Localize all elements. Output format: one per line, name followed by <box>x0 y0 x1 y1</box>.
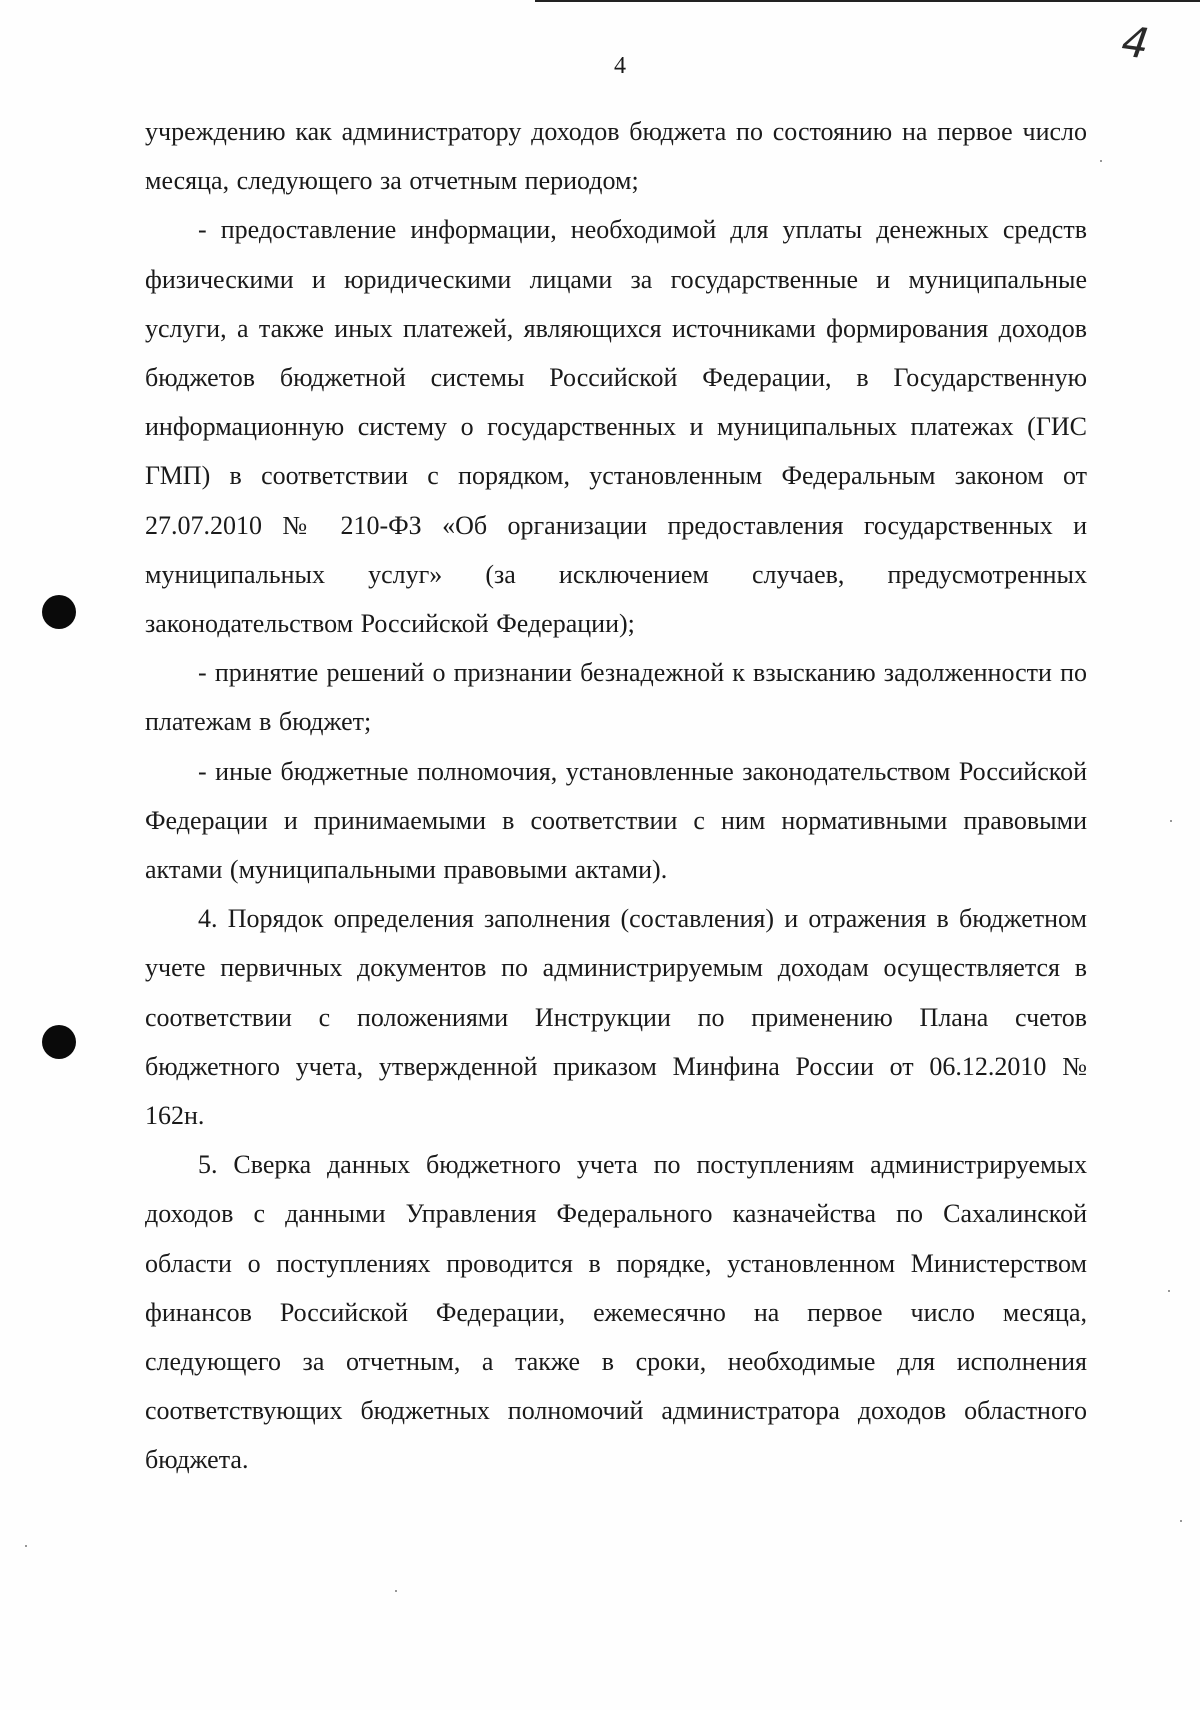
scan-speck <box>1180 1520 1182 1522</box>
scan-speck <box>1170 820 1172 822</box>
scan-top-edge-line <box>535 0 1200 2</box>
paragraph-continuation: учреждению как администратору доходов бюджета по состоянию на первое число месяца, следующего за отчетным периодом; <box>145 117 1087 196</box>
paragraph-gis-gmp: - предоставление информации, необходимой для уплаты денежных средств физическими и юридическими лицами за государственные и муниципальные услуги, а также иных платежей, являющихся источниками формирования доходов бюджетов бюджетной системы Российской Федерации, в Государственную информационную систему о государственных и муниципальных платежах (ГИС ГМП) в соответствии с порядком, установленным Федеральным законом от 27.07.2010 № 210-ФЗ «Об организации предоставления государственных и муниципальных услуг» (за исключением случаев, предусмотренных законодательством Российской Федерации); <box>145 215 1087 639</box>
document-body <box>145 107 1087 1485</box>
page-number: 4 <box>614 53 626 79</box>
punch-hole-icon <box>42 595 76 629</box>
handwritten-sheet-number: 4 <box>1118 16 1153 69</box>
paragraph-item-4: 4. Порядок определения заполнения (составления) и отражения в бюджетном учете первичных документов по администрируемым доходам осуществляется в соответствии с положениями Инструкции по применению Плана счетов бюджетного учета, утвержденной приказом Минфина России от 06.12.2010 № 162н. <box>145 904 1087 1131</box>
scan-speck <box>395 1590 397 1592</box>
scan-speck <box>25 1545 27 1547</box>
scan-speck <box>1168 1290 1170 1292</box>
paragraph-other-powers: - иные бюджетные полномочия, установленные законодательством Российской Федерации и принимаемыми в соответствии с ним нормативными правовыми актами (муниципальными правовыми актами). <box>145 756 1087 885</box>
paragraph-bad-debt: - принятие решений о признании безнадежной к взысканию задолженности по платежам в бюджет; <box>145 658 1087 737</box>
punch-hole-icon <box>42 1025 76 1059</box>
scan-speck <box>1100 160 1102 162</box>
paragraph-item-5: 5. Сверка данных бюджетного учета по поступлениям администрируемых доходов с данными Управления Федерального казначейства по Сахалинской области о поступлениях проводится в порядке, установленном Министерством финансов Российской Федерации, ежемесячно на первое число месяца, следующего за отчетным, а также в сроки, необходимые для исполнения соответствующих бюджетных полномочий администратора доходов областного бюджета. <box>145 1150 1087 1475</box>
